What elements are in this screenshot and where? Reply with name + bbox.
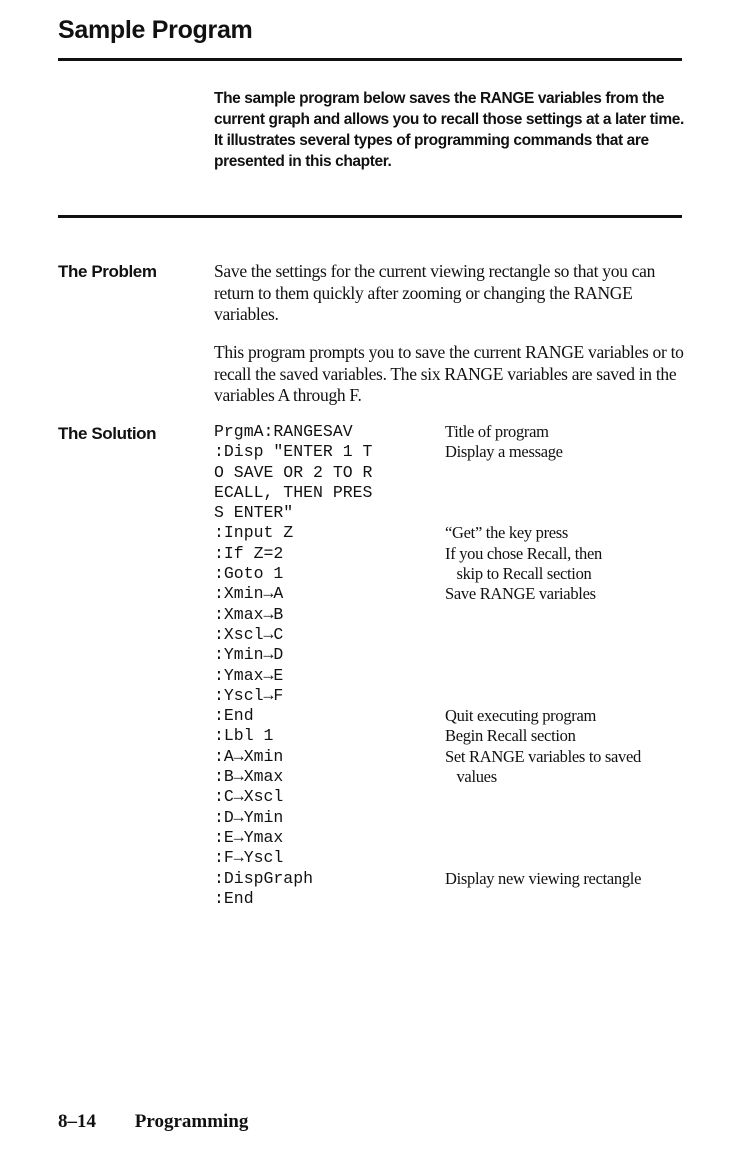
program-code: :A→Xmin <box>214 746 284 766</box>
program-comment <box>445 605 694 625</box>
program-listing <box>214 422 694 909</box>
program-comment <box>445 808 694 828</box>
program-line <box>214 747 694 767</box>
problem-paragraph: This program prompts you to save the current RANGE variables or to recall the saved variables. The six RANGE variables are saved in the variables A through F. <box>214 342 684 405</box>
program-code: :B→Xmax <box>214 767 284 787</box>
program-code: ECALL, THEN PRES <box>214 482 373 502</box>
top-divider <box>58 58 682 61</box>
program-code: :Ymax→E <box>214 665 284 685</box>
program-line <box>214 787 694 807</box>
program-comment <box>445 666 694 686</box>
program-code: PrgmA:RANGESAV <box>214 422 353 441</box>
program-comment <box>445 787 694 807</box>
program-code: :Ymin→D <box>214 645 284 665</box>
program-line <box>214 889 694 909</box>
program-comment <box>445 686 694 706</box>
program-code: :Xmin→A <box>214 584 284 604</box>
program-line <box>214 686 694 706</box>
program-comment: Quit executing program <box>445 706 597 726</box>
program-code: :Input Z <box>214 523 294 543</box>
program-line <box>214 442 694 462</box>
chapter-name: Programming <box>134 1111 249 1132</box>
program-line <box>214 483 694 503</box>
problem-paragraph: Save the settings for the current viewing rectangle so that you can return to them quickly after zooming or changing the RANGE variables. <box>214 261 656 324</box>
program-line <box>214 767 694 787</box>
program-code: :If Z=2 <box>214 543 284 563</box>
program-comment: Display new viewing rectangle <box>445 868 642 888</box>
program-line <box>214 848 694 868</box>
page-footer <box>58 1111 248 1133</box>
program-comment: Set RANGE variables to saved <box>445 746 641 766</box>
solution-label: The Solution <box>58 424 157 443</box>
program-comment <box>445 828 694 848</box>
program-line <box>214 544 694 564</box>
program-line <box>214 625 694 645</box>
program-line <box>214 463 694 483</box>
program-comment <box>445 625 694 645</box>
section-divider <box>58 215 682 218</box>
problem-label: The Problem <box>58 262 157 281</box>
program-comment <box>445 463 694 483</box>
program-line <box>214 828 694 848</box>
intro-text: The sample program below saves the RANGE variables from the current graph and allows you to recall those settings at a later time. It illustrates several types of programming commands that are presented in this chapter. <box>214 90 684 170</box>
program-code: :End <box>214 888 254 908</box>
program-code: :Xmax→B <box>214 604 284 624</box>
program-comment: “Get” the key press <box>445 523 569 543</box>
program-code: :F→Yscl <box>214 848 284 868</box>
program-code: :E→Ymax <box>214 827 284 847</box>
program-code: :Lbl 1 <box>214 726 274 746</box>
program-code: :Xscl→C <box>214 624 284 644</box>
program-line <box>214 503 694 523</box>
program-code: :DispGraph <box>214 868 314 888</box>
program-comment: If you chose Recall, then <box>445 543 602 563</box>
program-line <box>214 706 694 726</box>
program-comment <box>445 645 694 665</box>
program-comment: Begin Recall section <box>445 726 576 746</box>
program-code: S ENTER" <box>214 503 294 523</box>
program-comment: Save RANGE variables <box>445 584 596 604</box>
program-code: :C→Xscl <box>214 787 284 807</box>
program-line <box>214 666 694 686</box>
program-comment <box>445 503 694 523</box>
program-code: :End <box>214 706 254 726</box>
program-line <box>214 645 694 665</box>
program-comment <box>445 889 694 909</box>
program-comment <box>445 848 694 868</box>
program-comment: values <box>445 767 497 787</box>
program-line <box>214 869 694 889</box>
program-line <box>214 564 694 584</box>
program-line <box>214 584 694 604</box>
program-line <box>214 523 694 543</box>
page-title: Sample Program <box>58 16 253 44</box>
program-code: :Goto 1 <box>214 564 284 584</box>
program-comment <box>445 483 694 503</box>
program-line <box>214 605 694 625</box>
program-line <box>214 808 694 828</box>
program-code: :Disp "ENTER 1 T <box>214 442 373 462</box>
program-comment: Display a message <box>445 442 563 462</box>
page-number: 8–14 <box>58 1111 96 1132</box>
program-line <box>214 726 694 746</box>
program-comment: skip to Recall section <box>445 564 592 584</box>
program-code: :D→Ymin <box>214 807 284 827</box>
program-code: :Yscl→F <box>214 685 284 705</box>
program-code: O SAVE OR 2 TO R <box>214 462 373 482</box>
program-line <box>214 422 694 442</box>
program-comment: Title of program <box>445 422 549 441</box>
